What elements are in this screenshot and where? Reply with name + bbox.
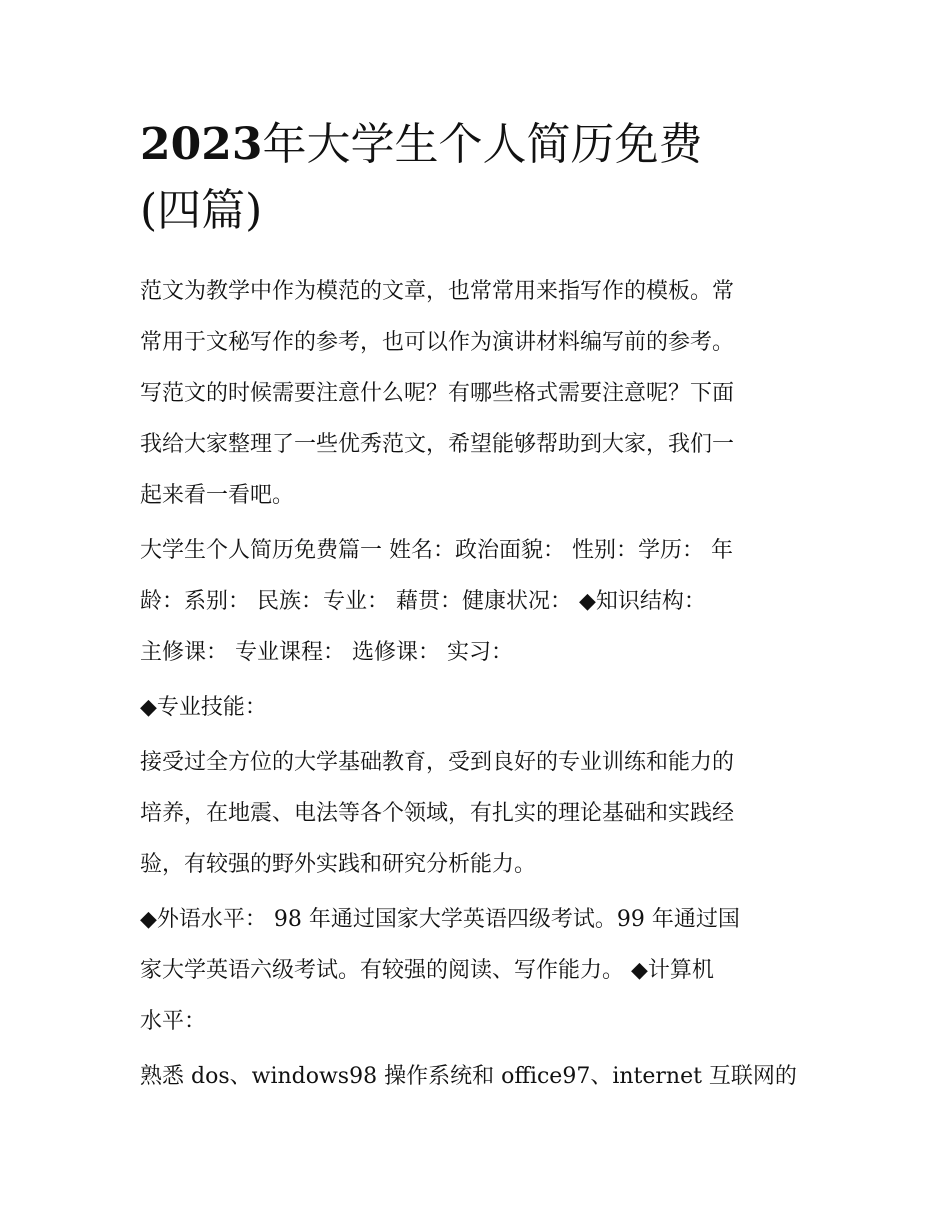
paragraph-line: 培养，在地震、电法等各个领域，有扎实的理论基础和实践经 [140,801,735,826]
paragraph-line: ◆专业技能： [140,695,267,720]
paragraph-intro [140,266,812,521]
paragraph-line: 范文为教学中作为模范的文章，也常常用来指写作的模板。常 [140,279,735,304]
paragraph-line: 我给大家整理了一些优秀范文，希望能够帮助到大家，我们一 [140,432,735,457]
title-year: 2023 [140,119,263,170]
title-text-line2: (四篇) [140,185,263,236]
paragraph-line: 验，有较强的野外实践和研究分析能力。 [140,852,537,877]
title-text-line1: 年大学生个人简历免费 [262,119,703,170]
document-page [140,112,812,1106]
paragraph-resume-fields [140,525,812,678]
paragraph-language [140,894,812,1047]
paragraph-line: 起来看一看吧。 [140,483,295,508]
paragraph-line: 熟悉 dos、windows98 操作系统和 office97、internet 互联网的 [140,1064,797,1089]
paragraph-line: 写范文的时候需要注意什么呢？有哪些格式需要注意呢？下面 [140,381,735,406]
document-title [140,112,812,244]
paragraph-line: ◆外语水平： 98 年通过国家大学英语四级考试。99 年通过国 [140,907,740,932]
paragraph-line: 主修课： 专业课程： 选修课： 实习： [140,640,513,665]
paragraph-line: 水平： [140,1009,207,1034]
paragraph-line: 龄：系别： 民族：专业： 藉贯：健康状况： ◆知识结构： [140,589,706,614]
paragraph-line: 家大学英语六级考试。有较强的阅读、写作能力。 ◆计算机 [140,958,714,983]
paragraph-line: 接受过全方位的大学基础教育，受到良好的专业训练和能力的 [140,750,735,775]
paragraph-skills-heading [140,682,812,733]
paragraph-skills-body [140,737,812,890]
paragraph-line: 大学生个人简历免费篇一 姓名：政治面貌： 性别：学历： 年 [140,538,733,563]
paragraph-computer [140,1051,812,1102]
paragraph-line: 常用于文秘写作的参考，也可以作为演讲材料编写前的参考。 [140,330,735,355]
